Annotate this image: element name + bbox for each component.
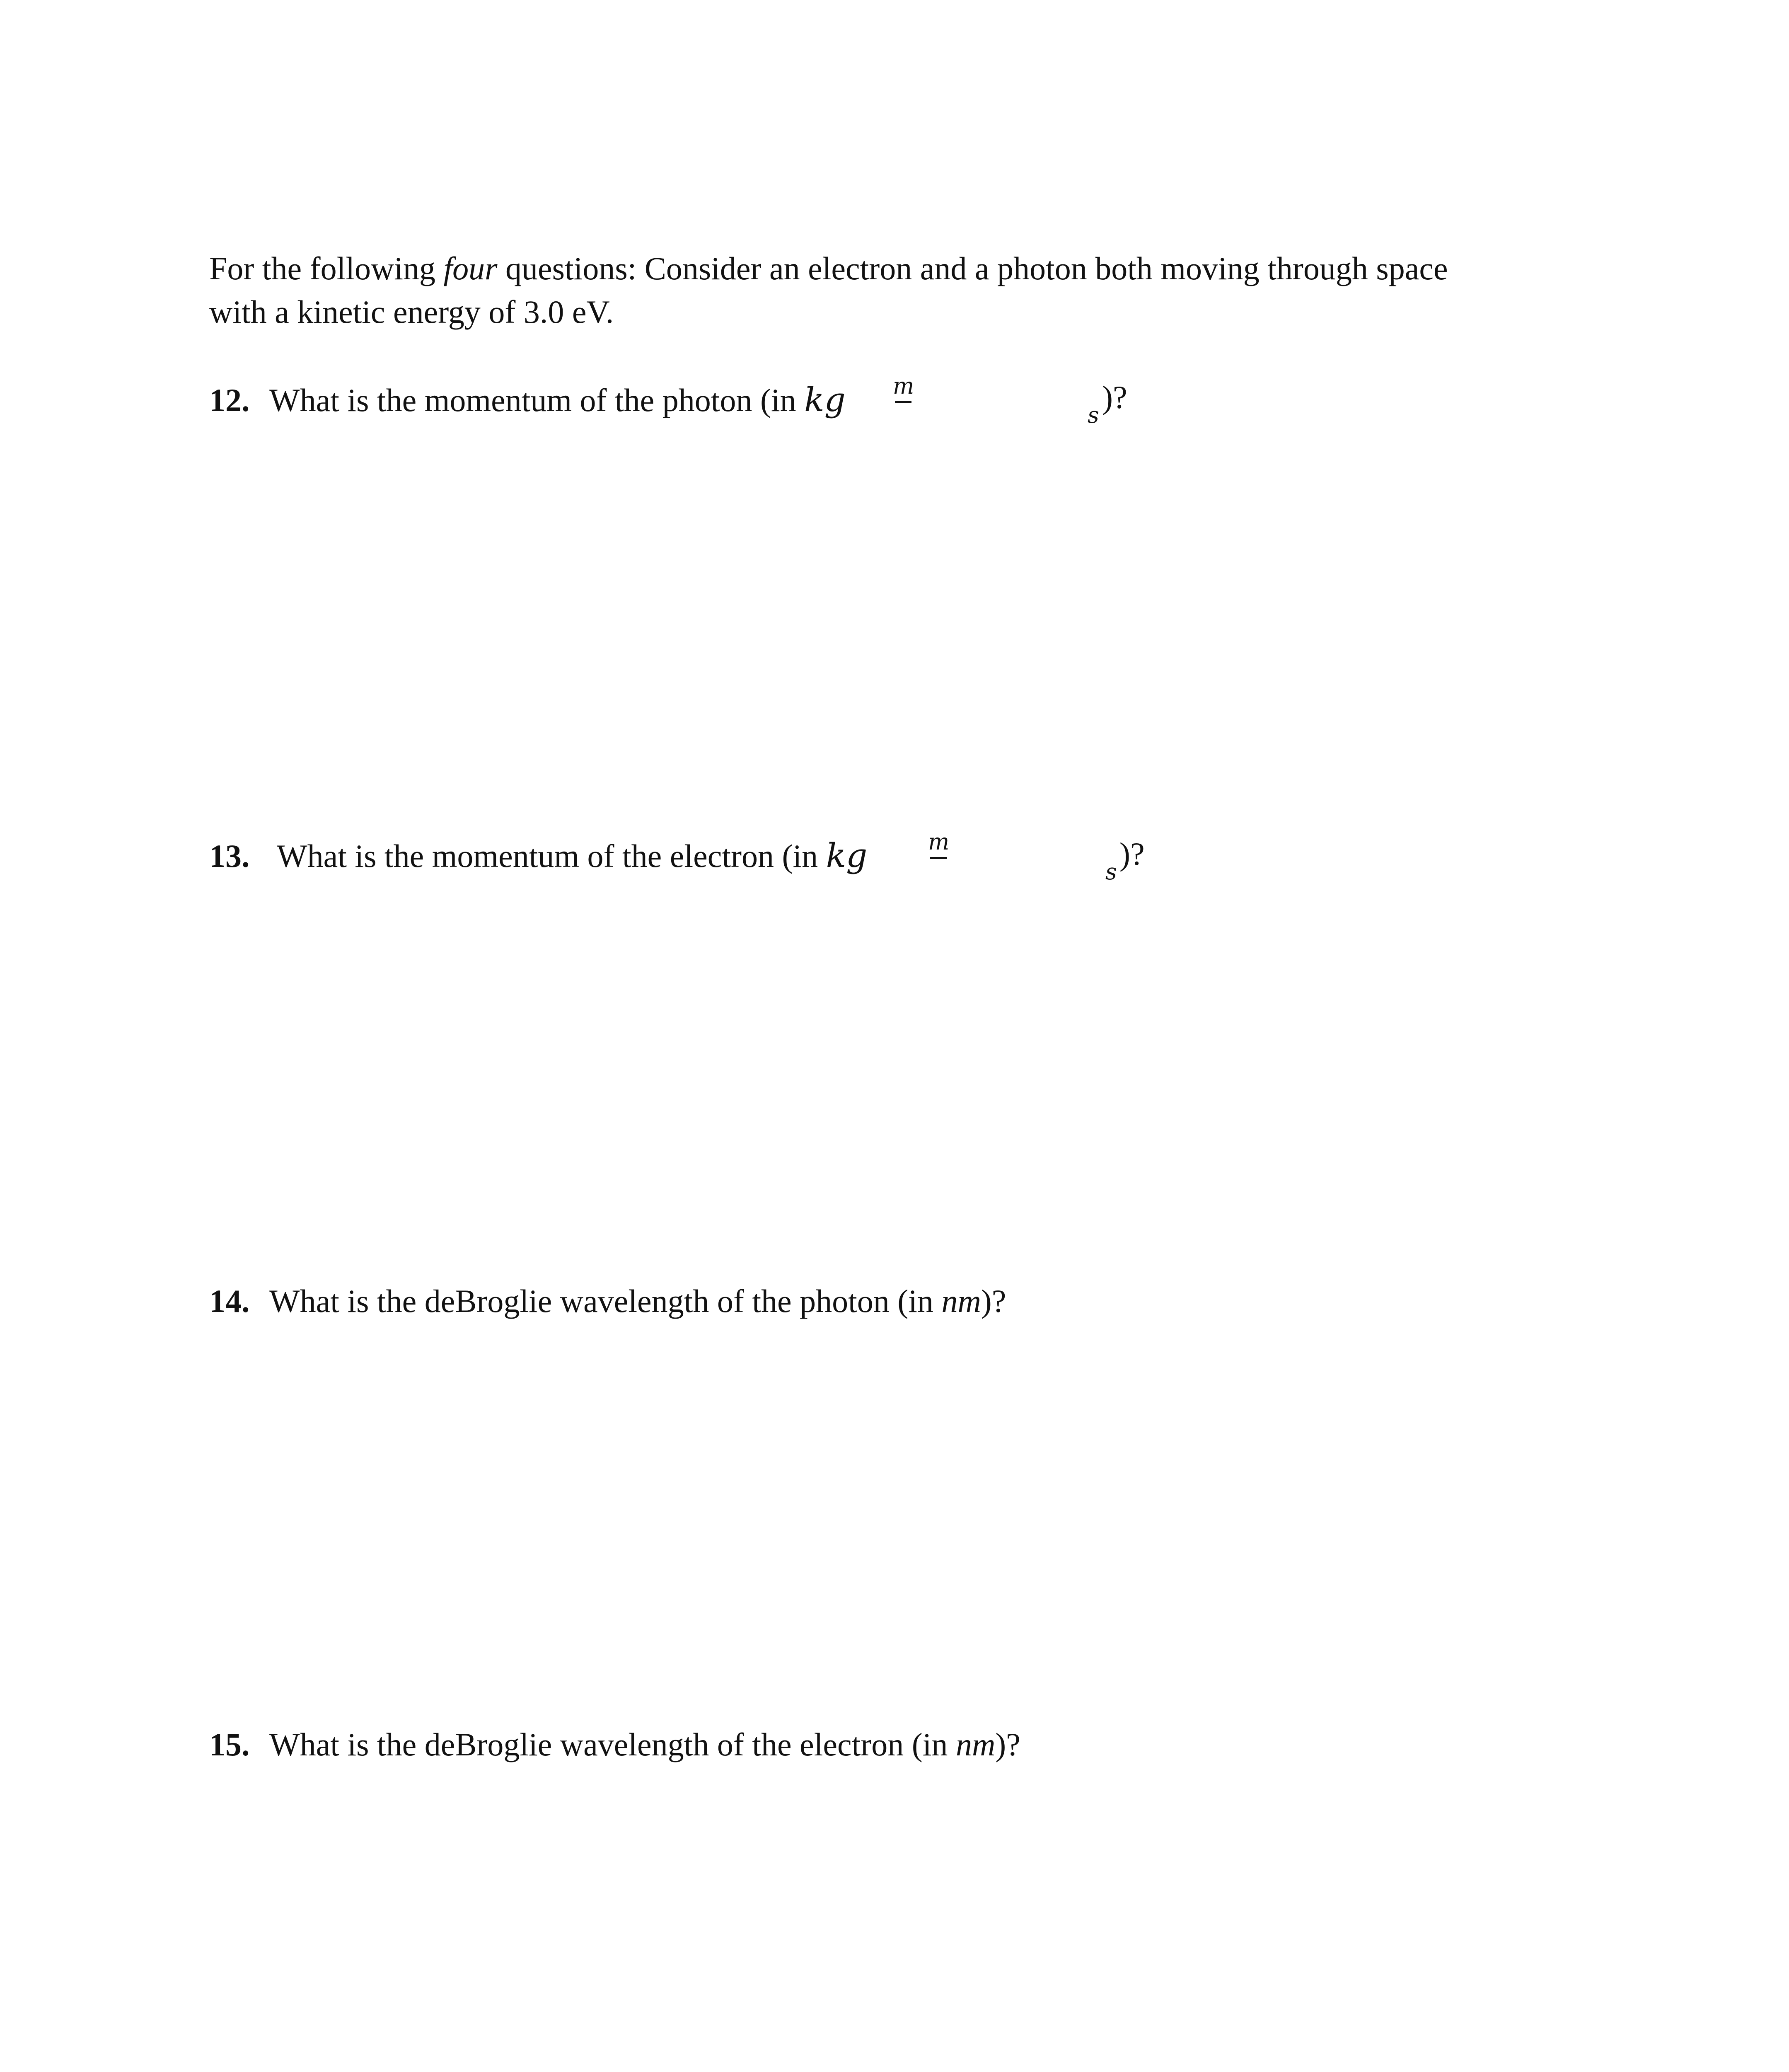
question-closing: )?	[981, 1283, 1006, 1319]
intro-emphasis: four	[443, 250, 498, 286]
intro-line-2: with a kinetic energy of 3.0 eV.	[209, 294, 614, 330]
fraction-bar	[895, 401, 911, 403]
fraction-bar	[930, 857, 947, 859]
question-text: What is the deBroglie wavelength of the photon (in	[269, 1283, 942, 1319]
unit-denominator: s	[1105, 859, 1117, 885]
question-number: 12.	[209, 382, 250, 418]
question-number: 14.	[209, 1283, 250, 1319]
question-closing: )?	[1102, 379, 1127, 415]
question-text: What is the momentum of the electron (in	[277, 838, 826, 874]
intro-paragraph	[209, 247, 1618, 334]
unit-numerator: m	[893, 373, 914, 399]
question-12	[209, 379, 846, 421]
unit-numerator: m	[928, 829, 950, 855]
question-closing: )?	[995, 1726, 1020, 1762]
question-14	[209, 1280, 1006, 1322]
unit-kg: kg	[804, 380, 846, 419]
question-15	[209, 1724, 1020, 1765]
question-text: What is the momentum of the photon (in	[269, 382, 805, 418]
unit-nm: nm	[955, 1726, 996, 1762]
question-number: 15.	[209, 1726, 250, 1762]
unit-kg: kg	[826, 836, 868, 875]
intro-line-1: For the following four questions: Consider an electron and a photon both moving through space	[209, 250, 1448, 286]
unit-denominator: s	[1088, 402, 1099, 428]
unit-nm: nm	[941, 1283, 981, 1319]
question-number: 13.	[209, 838, 250, 874]
question-text: What is the deBroglie wavelength of the electron (in	[269, 1726, 956, 1762]
question-closing: )?	[1119, 836, 1145, 872]
question-13	[209, 835, 867, 877]
